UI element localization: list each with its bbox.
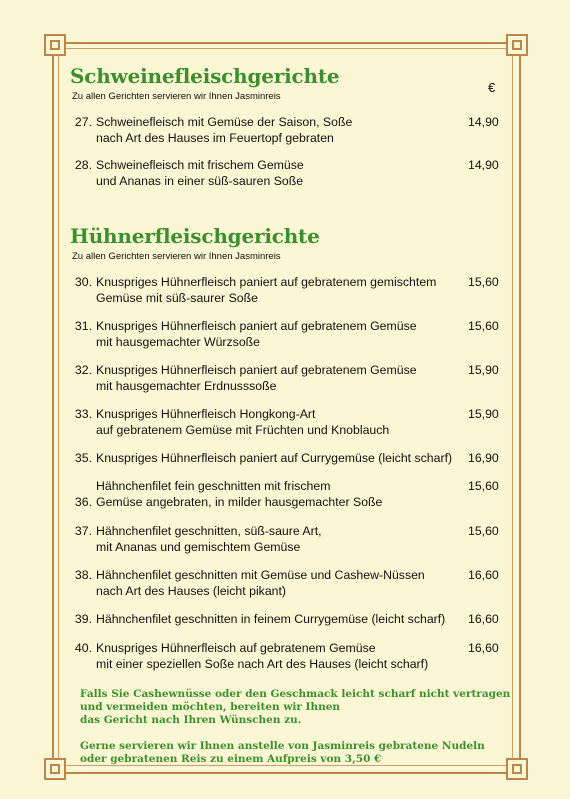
item-description: Knuspriges Hühnerfleisch paniert auf gebratenem Gemüse mit hausgemachter Erdnusssoße bbox=[96, 363, 417, 393]
item-description: Knuspriges Hühnerfleisch Hongkong-Art auf gebratenem Gemüse mit Früchten und Knoblauch bbox=[96, 407, 390, 437]
corner-ornament-icon bbox=[44, 758, 66, 780]
item-number: 38. bbox=[74, 568, 92, 582]
item-price: 14,90 bbox=[468, 115, 499, 129]
item-number: 32. bbox=[74, 363, 92, 377]
section-subtitle-pork: Zu allen Gerichten servieren wir Ihnen Jasminreis bbox=[72, 91, 281, 102]
item-number: 31. bbox=[74, 319, 92, 333]
item-number: 36. bbox=[74, 495, 92, 509]
corner-ornament-icon bbox=[44, 34, 66, 56]
item-description: Hähnchenfilet fein geschnitten mit frischem Gemüse angebraten, in milder hausgemachter Soße bbox=[96, 479, 383, 509]
item-number: 33. bbox=[74, 407, 92, 421]
item-price: 15,60 bbox=[468, 275, 499, 289]
item-description: Knuspriges Hühnerfleisch paniert auf gebratenem Gemüse mit hausgemachter Würzsoße bbox=[96, 319, 417, 349]
item-description: Schweinefleisch mit frischem Gemüse und Ananas in einer süß-sauren Soße bbox=[96, 158, 304, 188]
item-number: 37. bbox=[74, 524, 92, 538]
item-price: 16,90 bbox=[468, 451, 499, 465]
item-description: Hähnchenfilet geschnitten mit Gemüse und Cashew-Nüssen nach Art des Hauses (leicht pikant) bbox=[96, 568, 425, 598]
item-number: 27. bbox=[74, 115, 92, 129]
item-description: Knuspriges Hühnerfleisch paniert auf gebratenem gemischtem Gemüse mit süß-saurer Soße bbox=[96, 275, 437, 305]
item-number: 35. bbox=[74, 451, 92, 465]
item-price: 15,90 bbox=[468, 363, 499, 377]
section-title-chicken: Hühnerfleischgerichte bbox=[70, 224, 320, 248]
allergy-note: Falls Sie Cashewnüsse oder den Geschmack leicht scharf nicht vertragen und vermeiden möchten, bereiten wir Ihnen das Gericht nach Ihren Wünschen zu. bbox=[80, 688, 511, 726]
item-price: 16,60 bbox=[468, 568, 499, 582]
item-price: 16,60 bbox=[468, 612, 499, 626]
item-price: 15,60 bbox=[468, 479, 499, 493]
item-description: Knuspriges Hühnerfleisch paniert auf Currygemüse (leicht scharf) bbox=[96, 451, 453, 465]
item-description: Hähnchenfilet geschnitten, süß-saure Art, mit Ananas und gemischtem Gemüse bbox=[96, 524, 322, 554]
item-number: 39. bbox=[74, 612, 92, 626]
item-price: 14,90 bbox=[468, 158, 499, 172]
corner-ornament-icon bbox=[506, 34, 528, 56]
item-number: 28. bbox=[74, 158, 92, 172]
item-description: Knuspriges Hühnerfleisch auf gebratenem Gemüse mit einer speziellen Soße nach Art des Hauses (leicht scharf) bbox=[96, 641, 429, 671]
item-price: 16,60 bbox=[468, 641, 499, 655]
item-price: 15,60 bbox=[468, 524, 499, 538]
section-title-pork: Schweinefleischgerichte bbox=[70, 64, 340, 88]
currency-label: € bbox=[488, 80, 496, 95]
noodle-rice-note: Gerne servieren wir Ihnen anstelle von Jasminreis gebratene Nudeln oder gebratenen Reis zu einem Aufpreis von 3,50 € bbox=[80, 740, 485, 765]
item-price: 15,60 bbox=[468, 319, 499, 333]
item-description: Schweinefleisch mit Gemüse der Saison, Soße nach Art des Hauses im Feuertopf gebraten bbox=[96, 115, 353, 145]
section-subtitle-chicken: Zu allen Gerichten servieren wir Ihnen Jasminreis bbox=[72, 251, 281, 262]
item-number: 40. bbox=[74, 641, 92, 655]
item-description: Hähnchenfilet geschnitten in feinem Currygemüse (leicht scharf) bbox=[96, 612, 446, 626]
item-price: 15,90 bbox=[468, 407, 499, 421]
item-number: 30. bbox=[74, 275, 92, 289]
